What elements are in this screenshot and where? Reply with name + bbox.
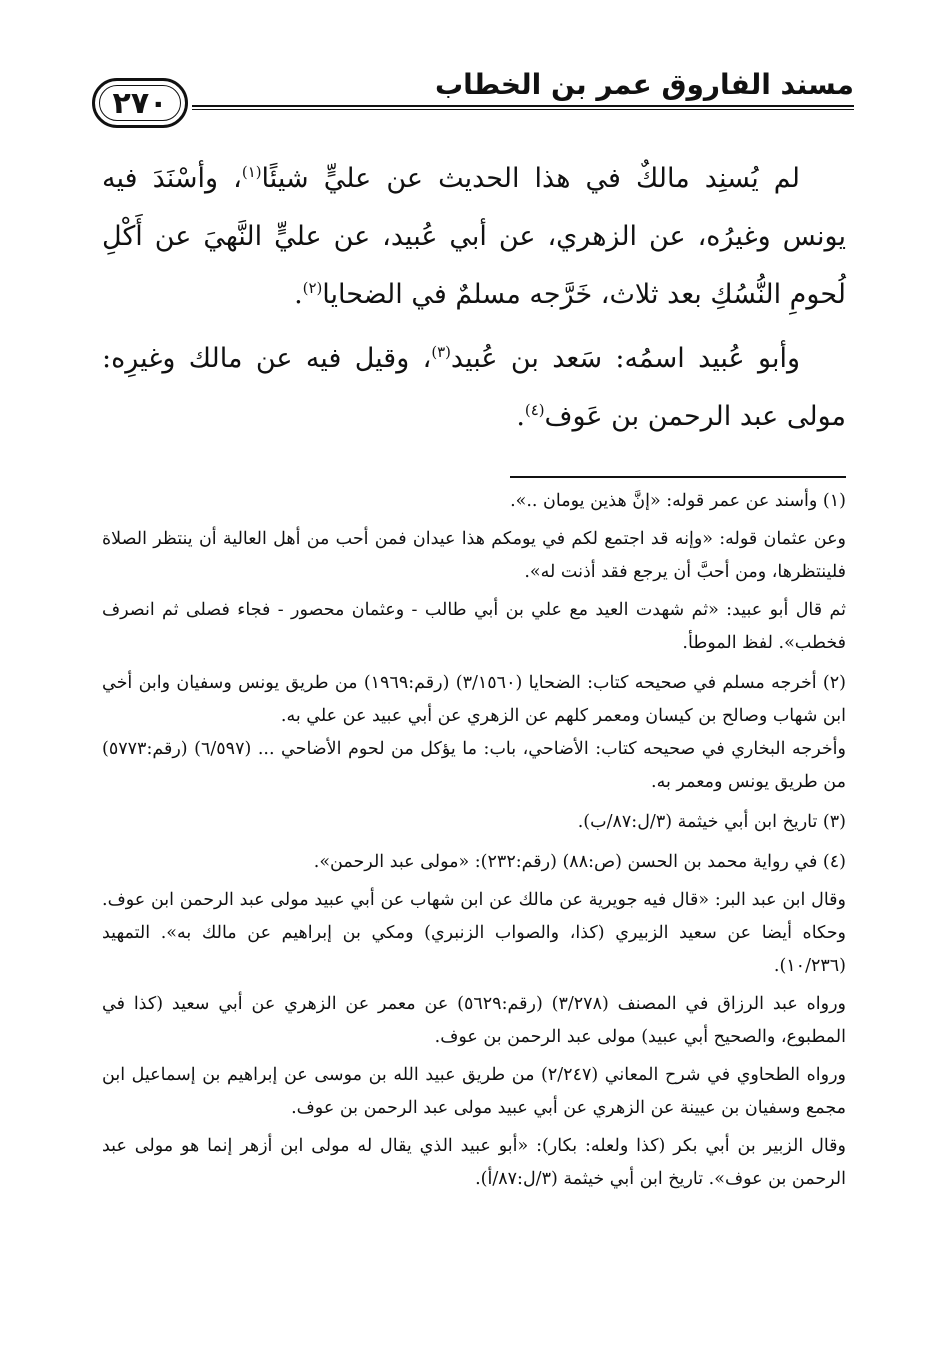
- footnote-1-line-1: (١) وأسند عن عمر قوله: «إنَّ هذين يومان ..».: [510, 491, 846, 511]
- footnote-1-line-3: ثم قال أبو عبيد: «ثم شهدت العيد مع علي بن أبي طالب - وعثمان محصور - فجاء فصلى ثم انصرف فخطب». لفظ الموطأ.: [102, 600, 846, 653]
- footnote-4: [102, 846, 846, 1196]
- footnote-3-line-1: (٣) تاريخ ابن أبي خيثمة (٣/ل:٨٧/ب).: [577, 812, 846, 832]
- footnote-ref-2: (٢): [302, 279, 323, 297]
- running-title: مسند الفاروق عمر بن الخطاب: [434, 68, 854, 101]
- paragraph-1-part-b: ، وأسْنَدَ فيه يونس وغيرُه، عن الزهري، عن أبي عُبيد، عن عليٍّ النَّهيَ عن أَكْلِ لُحومِ النُّسُكِ بعد ثلاث، خَرَّجه مسلمٌ في الضحايا: [102, 163, 846, 310]
- page-header: [92, 60, 854, 140]
- footnote-1: [102, 485, 846, 660]
- footnote-2-line-2: وأخرجه البخاري في صحيحه كتاب: الأضاحي، باب: ما يؤكل من لحوم الأضاحي ... (٦/٥٩٧) (رقم:٥٧٧٣) من طريق يونس ومعمر به.: [102, 739, 846, 792]
- footnote-4-line-5: وقال الزبير بن أبي بكر (كذا ولعله: بكار): «أبو عبيد الذي يقال له مولى ابن أزهر إنما هو مولى عبد الرحمن بن عوف». تاريخ ابن أبي خيثمة (٣/ل:٨٧/أ).: [102, 1136, 846, 1189]
- footnote-ref-4: (٤): [524, 401, 545, 419]
- paragraph-1: [102, 150, 846, 324]
- paragraph-1-part-c: .: [294, 279, 303, 310]
- page-number: ٢٧٠: [92, 78, 188, 128]
- footnote-ref-3: (٣): [431, 343, 451, 361]
- footnote-ref-1: (١): [241, 163, 262, 181]
- footnote-2-line-1: (٢) أخرجه مسلم في صحيحه كتاب: الضحايا (٣/١٥٦٠) (رقم:١٩٦٩) من طريق يونس وسفيان وابن أخي ابن شهاب وصالح بن كيسان ومعمر كلهم عن الزهري عن أبي عبيد عن علي به.: [102, 673, 846, 726]
- footnote-4-line-3: ورواه عبد الرزاق في المصنف (٣/٢٧٨) (رقم:٥٦٢٩) عن معمر عن الزهري عن أبي سعيد (كذا في المطبوع، والصحيح أبي عبيد) مولى عبد الرحمن بن عوف.: [102, 994, 847, 1047]
- footnote-3: [102, 806, 846, 839]
- footnote-2: [102, 667, 846, 799]
- footnote-1-line-2: وعن عثمان قوله: «وإنه قد اجتمع لكم في يومكم هذا عيدان فمن أحب من أهل العالية أن ينتظر الصلاة فلينتظرها، ومن أحبَّ أن يرجع فقد أذنت له».: [102, 529, 846, 582]
- paragraph-2: [102, 330, 846, 446]
- main-text: [102, 150, 846, 446]
- footnote-4-line-1: (٤) في رواية محمد بن الحسن (ص:٨٨) (رقم:٢٣٢): «مولى عبد الرحمن».: [313, 852, 846, 872]
- footnotes: [102, 478, 846, 1196]
- paragraph-2-part-c: .: [516, 401, 525, 432]
- header-rule: [192, 105, 854, 110]
- paragraph-2-part-b: ، وقيل فيه عن مالك وغيرِه: مولى عبد الرحمن بن عَوف: [102, 343, 846, 432]
- footnote-4-line-2: وقال ابن عبد البر: «قال فيه جويرية عن مالك عن ابن شهاب عن أبي عبيد مولى عبد الرحمن ابن عوف. وحكاه أيضا عن سعيد الزبيري (كذا، والصواب الزنبري) ومكي بن إبراهيم عن مالك به». التمهيد (١٠/٢٣٦).: [102, 890, 846, 976]
- paragraph-1-part-a: لم يُسنِد مالكٌ في هذا الحديث عن عليٍّ شيئًا: [261, 163, 800, 194]
- paragraph-2-part-a: وأبو عُبيد اسمُه: سَعد بن عُبيد: [450, 343, 801, 374]
- footnote-4-line-4: ورواه الطحاوي في شرح المعاني (٢/٢٤٧) من طريق عبيد الله بن موسى عن إبراهيم بن إسماعيل ابن مجمع وسفيان بن عيينة عن الزهري عن أبي عبيد مولى عبد الرحمن بن عوف.: [102, 1065, 847, 1118]
